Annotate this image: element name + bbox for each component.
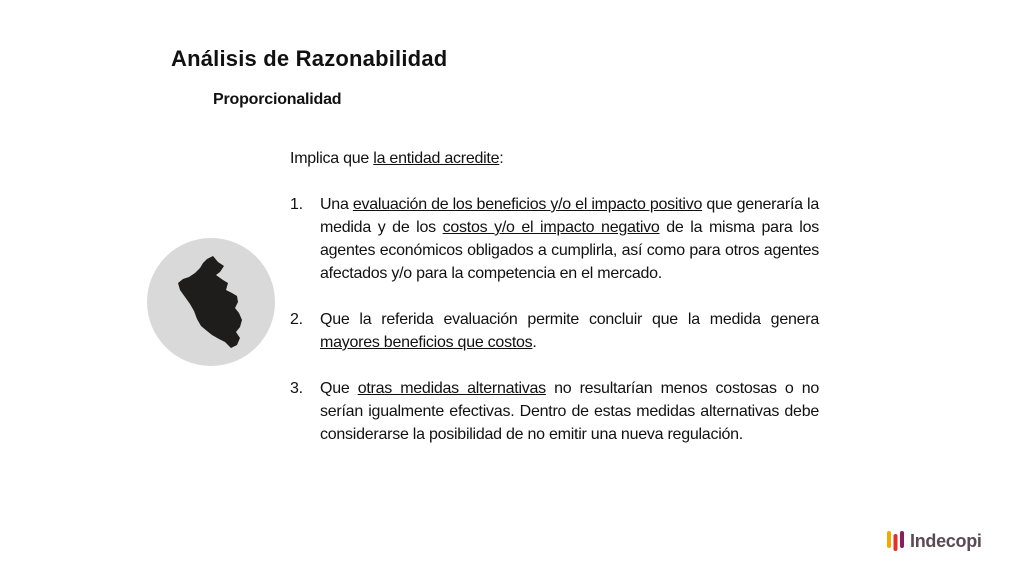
list-item <box>290 193 819 285</box>
text-span: Que <box>320 380 358 397</box>
intro-prefix: Implica que <box>290 150 374 167</box>
text-span: Que la referida evaluación permite concluir que la medida genera <box>320 311 819 328</box>
text-span: . <box>532 334 537 351</box>
list-item-number: 3. <box>290 380 303 397</box>
criteria-list <box>290 193 819 446</box>
indecopi-logo-icon <box>886 529 906 553</box>
intro-suffix: : <box>499 150 504 167</box>
text-span: Una <box>320 196 353 213</box>
intro-text <box>290 147 819 170</box>
map-circle <box>147 238 275 366</box>
list-item-number: 2. <box>290 311 303 328</box>
underlined-text: evaluación de los beneficios y/o el impacto positivo <box>352 196 703 213</box>
intro-underlined: la entidad acredite <box>373 150 500 167</box>
list-item <box>290 308 819 354</box>
text-span: que generaría la medida y de los <box>320 196 819 236</box>
logo-text: Indecopi <box>910 530 982 551</box>
underlined-text: otras medidas alternativas <box>357 380 546 397</box>
underlined-text: mayores beneficios que costos <box>320 334 533 351</box>
text-span: no resultarían menos costosas o no serían igualmente efectivas. Dentro de estas medidas alternativas debe considerarse la posibilidad de no emitir una nueva regulación. <box>320 380 820 443</box>
indecopi-logo <box>886 528 982 554</box>
list-item <box>290 377 819 446</box>
text-span: de la misma para los agentes económicos obligados a cumplirla, así como para otros agentes afectados y/o para la competencia en el mercado. <box>320 219 819 282</box>
content-block <box>290 147 819 446</box>
peru-map-icon <box>147 238 275 366</box>
underlined-text: costos y/o el impacto negativo <box>442 219 660 236</box>
page-title: Análisis de Razonabilidad <box>171 46 448 71</box>
list-item-number: 1. <box>290 196 303 213</box>
page-subtitle: Proporcionalidad <box>213 91 342 108</box>
